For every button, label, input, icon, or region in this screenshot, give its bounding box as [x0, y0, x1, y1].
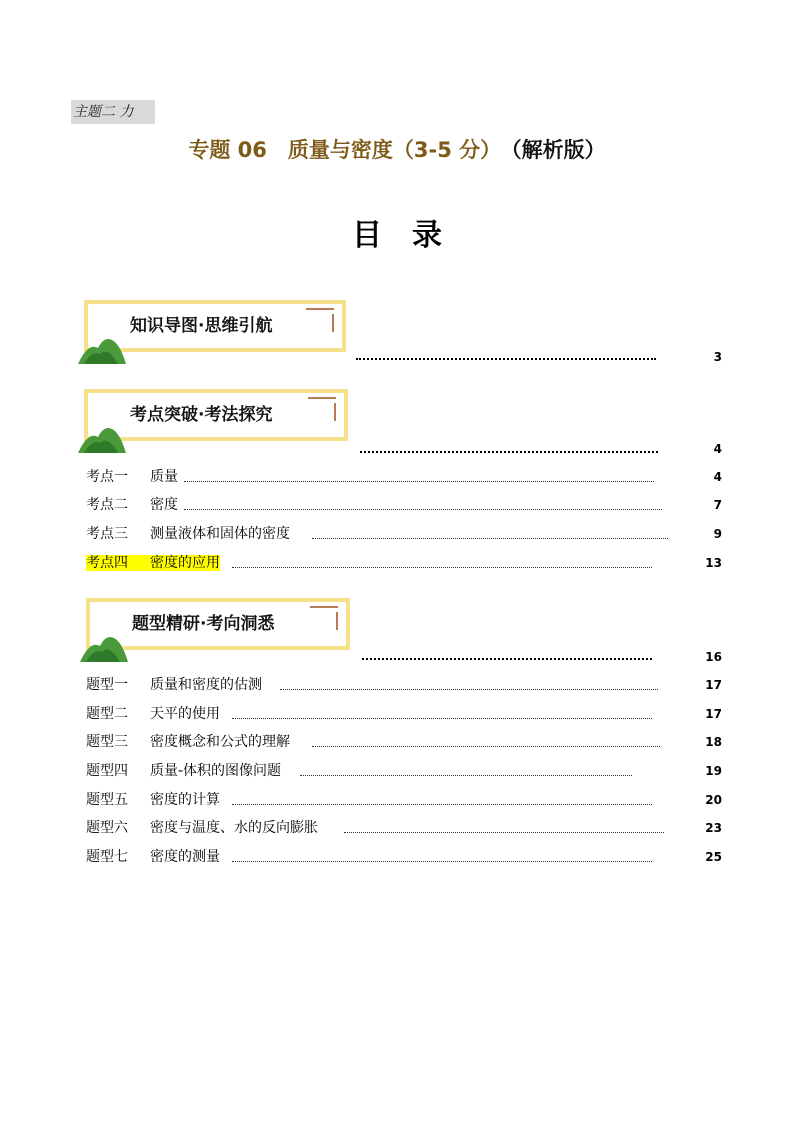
toc-entry[interactable]: [86, 761, 724, 781]
banner-question-types: [86, 598, 350, 650]
toc-page-number: 16: [705, 650, 722, 664]
toc-page-number: 3: [713, 350, 722, 364]
toc-page-number: 7: [713, 498, 722, 512]
banner-corner-decoration: [334, 403, 336, 421]
toc-entry-name: 质量和密度的估测: [150, 677, 262, 693]
toc-entry-name: 密度: [150, 497, 178, 513]
hills-icon: [80, 632, 128, 662]
banner-label: 题型精研·考向洞悉: [132, 614, 275, 634]
toc-leader: [356, 358, 656, 360]
toc-page-number: 13: [705, 556, 722, 570]
title-main: 专题 06 质量与密度（3-5 分）: [188, 138, 502, 162]
toc-leader: [360, 451, 658, 453]
document-title: [0, 134, 794, 166]
toc-leader: [300, 775, 632, 776]
toc-leader: [232, 567, 652, 568]
toc-entry-label: 题型一: [86, 677, 128, 693]
toc-entry[interactable]: [86, 675, 724, 695]
toc-entry[interactable]: [86, 495, 724, 515]
banner-exam-points: [84, 389, 348, 441]
toc-entry-name: 密度的应用: [150, 555, 220, 571]
toc-leader: [184, 481, 654, 482]
toc-page-number: 18: [705, 735, 722, 749]
hills-icon: [78, 423, 126, 453]
toc-entry-name: 密度的计算: [150, 792, 220, 808]
toc-leader: [184, 509, 662, 510]
toc-page-number: 4: [713, 442, 722, 456]
toc-entry-label: 考点四: [86, 555, 128, 571]
toc-entry-label: 题型五: [86, 792, 128, 808]
banner-label: 知识导图·思维引航: [130, 316, 273, 336]
toc-page-number: 19: [705, 764, 722, 778]
toc-entry-label: 题型二: [86, 706, 128, 722]
toc-entry[interactable]: [86, 847, 724, 867]
toc-entry-label: 考点一: [86, 469, 128, 485]
toc-entry-name: 密度的测量: [150, 849, 220, 865]
banner-corner-decoration: [336, 612, 338, 630]
toc-entry-label: 考点三: [86, 526, 128, 542]
toc-entry-highlight: [86, 555, 220, 571]
toc-entry[interactable]: [86, 732, 724, 752]
toc-page-number: 17: [705, 707, 722, 721]
toc-entry-label: 题型七: [86, 849, 128, 865]
toc-page-number: 23: [705, 821, 722, 835]
toc-heading: 目录: [352, 218, 472, 253]
toc-entry[interactable]: [86, 467, 724, 487]
banner-corner-decoration: [306, 308, 334, 310]
hills-icon: [78, 334, 126, 364]
toc-page-number: 17: [705, 678, 722, 692]
banner-corner-decoration: [310, 606, 338, 608]
toc-entry[interactable]: [86, 704, 724, 724]
toc-entry[interactable]: [86, 818, 724, 838]
toc-leader: [232, 804, 652, 805]
toc-page-number: 9: [713, 527, 722, 541]
toc-entry-name: 天平的使用: [150, 706, 220, 722]
banner-label: 考点突破·考法探究: [130, 405, 273, 425]
toc-entry-name: 密度与温度、水的反向膨胀: [150, 820, 318, 836]
toc-leader: [362, 658, 652, 660]
banner-corner-decoration: [332, 314, 334, 332]
toc-entry-label: 题型四: [86, 763, 128, 779]
toc-entry-name: 测量液体和固体的密度: [150, 526, 290, 542]
toc-page-number: 20: [705, 793, 722, 807]
toc-entry-label: 题型三: [86, 734, 128, 750]
toc-entry-name: 密度概念和公式的理解: [150, 734, 290, 750]
theme-tag: 主题二 力: [71, 100, 155, 124]
banner-knowledge-map: [84, 300, 346, 352]
toc-entry[interactable]: [86, 524, 724, 544]
toc-leader: [344, 832, 664, 833]
banner-corner-decoration: [308, 397, 336, 399]
toc-page-number: 4: [713, 470, 722, 484]
toc-leader: [280, 689, 658, 690]
title-suffix: （解析版）: [511, 138, 606, 162]
toc-entry-label: 考点二: [86, 497, 128, 513]
toc-entry[interactable]: [86, 553, 724, 573]
toc-leader: [232, 861, 652, 862]
toc-leader: [232, 718, 652, 719]
toc-entry-label: 题型六: [86, 820, 128, 836]
toc-leader: [312, 746, 660, 747]
toc-entry-name: 质量-体积的图像问题: [150, 763, 282, 779]
toc-page-number: 25: [705, 850, 722, 864]
toc-entry-name: 质量: [150, 469, 178, 485]
toc-entry[interactable]: [86, 790, 724, 810]
toc-leader: [312, 538, 668, 539]
